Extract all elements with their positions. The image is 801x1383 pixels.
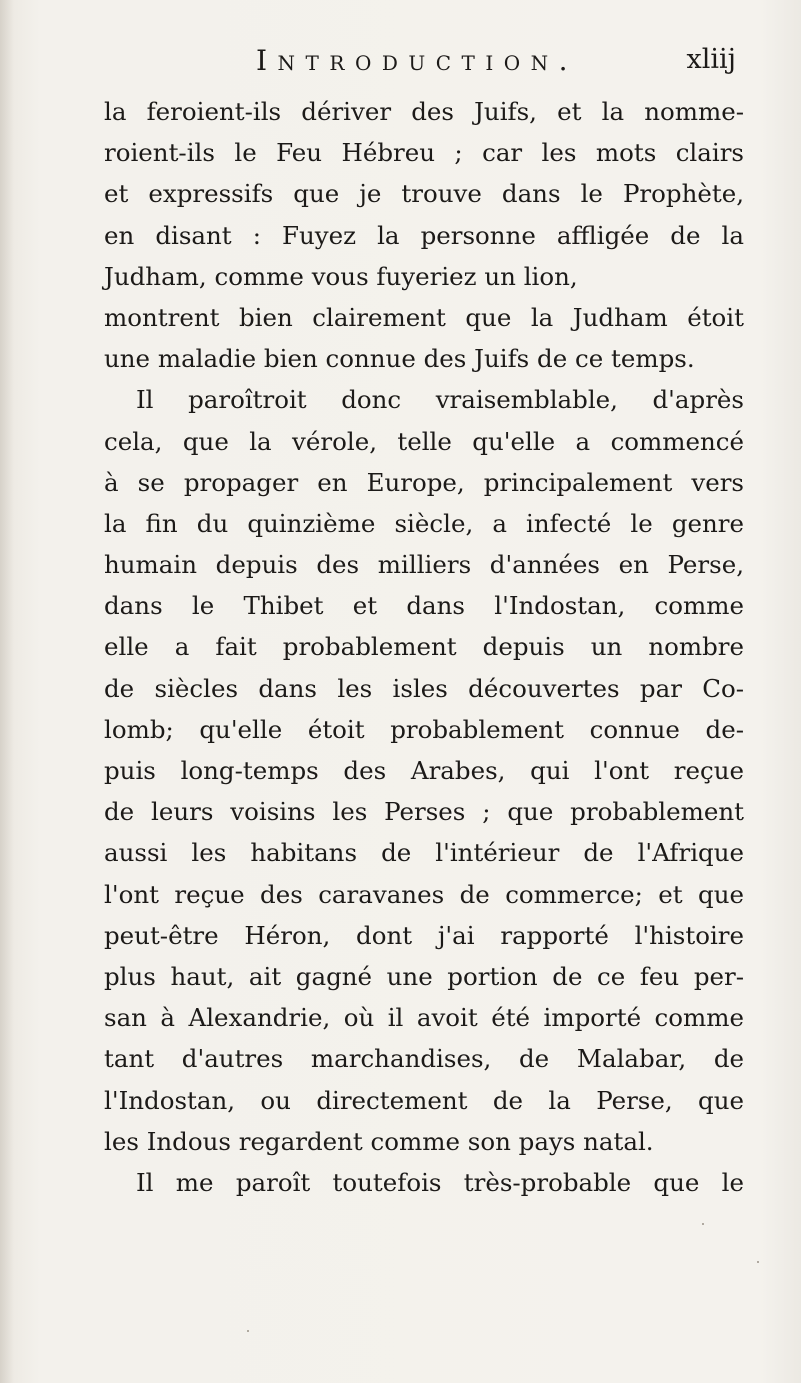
paper-speck <box>757 1261 759 1263</box>
body-text <box>104 91 744 1203</box>
text-line: l'Indostan, ou directement de la Perse, que <box>104 1085 744 1115</box>
paper-speck <box>702 1223 704 1225</box>
text-line: puis long-temps des Arabes, qui l'ont reçue <box>104 756 744 785</box>
binding-shadow <box>0 0 14 1383</box>
text-line: humain depuis des milliers d'années en Perse, <box>104 550 744 580</box>
text-line: dans le Thibet et dans l'Indostan, comme <box>104 591 744 621</box>
text-line: lomb; qu'elle étoit probablement connue de- <box>104 714 744 744</box>
text-line: san à Alexandrie, où il avoit été importé comme <box>104 1003 744 1033</box>
text-line: Judham, comme vous fuyeriez un lion, <box>104 261 578 291</box>
text-line: l'ont reçue des caravanes de commerce; et que <box>104 879 744 909</box>
text-line: en disant : Fuyez la personne affligée de la <box>104 220 744 250</box>
page-number: xliij <box>686 44 736 75</box>
text-line: Il me paroît toutefois très-probable que le <box>136 1167 744 1197</box>
text-line: une maladie bien connue des Juifs de ce temps. <box>104 344 695 374</box>
text-line: la fin du quinzième siècle, a infecté le genre <box>104 508 744 538</box>
text-line: cela, que la vérole, telle qu'elle a commencé <box>104 426 744 456</box>
text-line: Il paroîtroit donc vraisemblable, d'après <box>136 385 744 415</box>
text-line: elle a fait probablement depuis un nombre <box>104 632 744 662</box>
text-line: la feroient-ils dériver des Juifs, et la nomme- <box>104 97 744 126</box>
paper-speck <box>247 1330 249 1332</box>
text-line: à se propager en Europe, principalement vers <box>104 467 744 497</box>
text-line: plus haut, ait gagné une portion de ce feu per- <box>104 961 744 991</box>
text-line: roient-ils le Feu Hébreu ; car les mots clairs <box>104 138 744 168</box>
text-line: tant d'autres marchandises, de Malabar, de <box>104 1044 744 1074</box>
text-line: et expressifs que je trouve dans le Prophète, <box>104 179 744 209</box>
text-line: les Indous regardent comme son pays natal. <box>104 1126 654 1156</box>
running-head: Introduction. <box>256 44 579 77</box>
text-line: de siècles dans les isles découvertes par Co- <box>104 673 744 703</box>
text-line: aussi les habitans de l'intérieur de l'Afrique <box>104 838 744 868</box>
page-header <box>256 44 736 84</box>
text-line: de leurs voisins les Perses ; que probablement <box>104 797 744 827</box>
text-line: peut-être Héron, dont j'ai rapporté l'histoire <box>104 920 744 950</box>
text-line: montrent bien clairement que la Judham étoit <box>104 302 744 332</box>
